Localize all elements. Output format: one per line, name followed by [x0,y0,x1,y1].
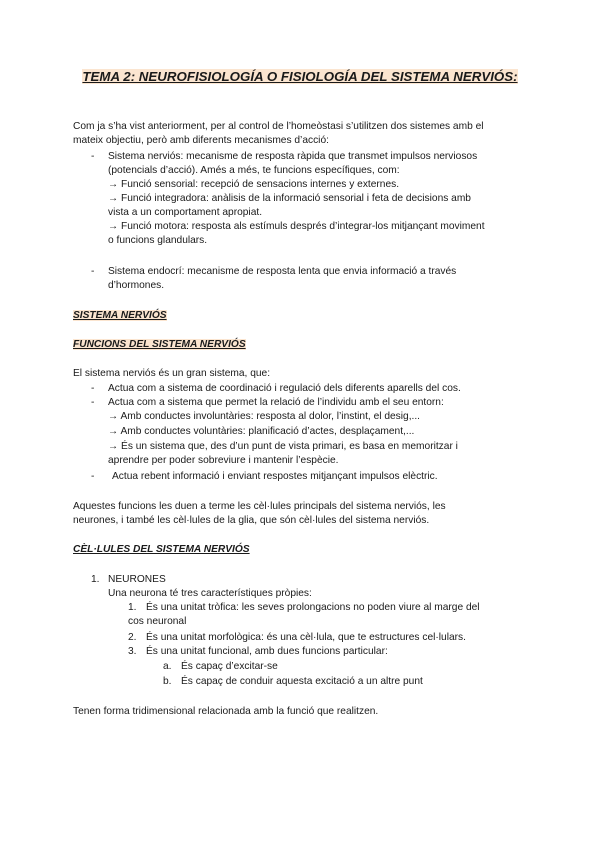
characteristic-funcional: És una unitat funcional, amb dues funcions particular: [146,646,388,657]
funcions-summary-line-2: neurones, i també les cèl·lules de la glia, que són cèl·lules del sistema nerviós. [73,515,430,526]
sistema-primari-line-2: aprendre per poder sobreviure i mantenir l’espècie. [108,455,339,466]
funcio-motora-line-2: o funcions glandulars. [108,235,208,246]
subitem-letter: b. [163,676,172,687]
subitem-letter: a. [163,661,172,672]
characteristic-number: 3. [128,646,137,657]
intro-item-2-line-2: d’hormones. [108,280,165,291]
bullet-marker: - [91,471,95,482]
conductes-involuntaries: → Amb conductes involuntàries: resposta al dolor, l’instint, el desig,... [108,411,421,422]
heading-cellules: CÈL·LULES DEL SISTEMA NERVIÓS [73,544,250,555]
funcions-item-3: Actua rebent informació i enviant respostes mitjançant impulsos elèctric. [112,471,438,482]
neurones-number: 1. [91,574,100,585]
intro-line-2: mateix objectiu, però amb diferents mecanismes d’acció: [73,135,329,146]
heading-funcions: FUNCIONS DEL SISTEMA NERVIÓS [73,339,246,350]
intro-item-2-line-1: Sistema endocrí: mecanisme de resposta lenta que envia informació a través [108,266,457,277]
bullet-marker: - [91,383,95,394]
subitem-excitar: És capaç d’excitar-se [181,661,278,672]
funcions-item-1: Actua com a sistema de coordinació i regulació dels diferents aparells del cos. [108,383,461,394]
subitem-conduir: És capaç de conduir aquesta excitació a un altre punt [181,676,423,687]
intro-item-1-line-2: (potencials d’acció). Amés a més, te funcions específiques, com: [108,165,400,176]
page-title: TEMA 2: NEUROFISIOLOGÍA O FISIOLOGÍA DEL SISTEMA NERVIÓS: [82,69,518,84]
funcions-intro: El sistema nerviós és un gran sistema, que: [73,368,271,379]
intro-line-1: Com ja s’ha vist anteriorment, per al control de l’homeòstasi s’utilitzen dos sistemes amb el [73,121,484,132]
neurones-intro: Una neurona té tres característiques pròpies: [108,588,312,599]
characteristic-trofica-line-2: cos neuronal [128,616,187,627]
characteristic-trofica-line-1: És una unitat tròfica: les seves prolongacions no poden viure al marge del [146,602,480,613]
characteristic-morfologica: És una unitat morfològica: és una cèl·lula, que te estructures cel·lulars. [146,632,466,643]
closing-text: Tenen forma tridimensional relacionada amb la funció que realitzen. [73,706,379,717]
bullet-marker: - [91,397,95,408]
bullet-marker: - [91,266,95,277]
funcions-item-2: Actua com a sistema que permet la relació de l’individu amb el seu entorn: [108,397,444,408]
heading-sistema-nervios: SISTEMA NERVIÓS [73,310,167,321]
characteristic-number: 2. [128,632,137,643]
sistema-primari-line-1: → És un sistema que, des d’un punt de vista primari, es basa en memoritzar i [108,441,458,452]
funcio-integradora-line-2: vista a un comportament apropiat. [108,207,263,218]
bullet-marker: - [91,151,95,162]
conductes-voluntaries: → Amb conductes voluntàries: planificació d’actes, desplaçament,... [108,426,415,437]
funcions-summary-line-1: Aquestes funcions les duen a terme les cèl·lules principals del sistema nerviós, les [73,501,446,512]
neurones-label: NEURONES [108,574,166,585]
funcio-integradora-line-1: → Funció integradora: anàlisis de la informació sensorial i feta de decisions amb [108,193,471,204]
intro-item-1-line-1: Sistema nerviós: mecanisme de resposta ràpida que transmet impulsos nerviosos [108,151,478,162]
characteristic-number: 1. [128,602,137,613]
funcio-motora-line-1: → Funció motora: resposta als estímuls després d’integrar-los mitjançant moviment [108,221,485,232]
funcio-sensorial: → Funció sensorial: recepció de sensacions internes y externes. [108,179,400,190]
